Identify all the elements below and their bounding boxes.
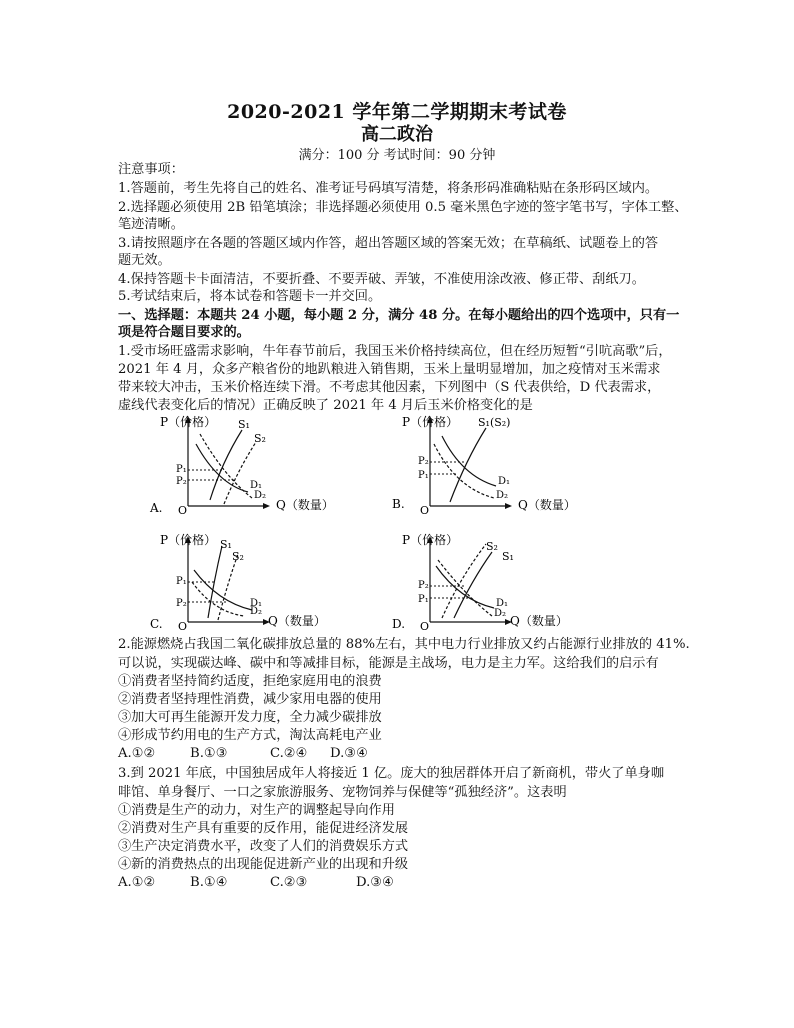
graph-c-d1: D₁: [250, 598, 263, 609]
graph-b-ylabel: P（价格）: [402, 415, 459, 429]
graph-c-xlabel: Q（数量）: [268, 614, 326, 628]
q3-choice: ④新的消费热点的出现能促进新产业的出现和升级: [118, 857, 409, 872]
q2-option-c[interactable]: C.②④: [270, 746, 308, 761]
graph-c-s1: S₁: [220, 538, 232, 551]
q2-choice: ①消费者坚持简约适度，拒绝家庭用电的浪费: [118, 674, 382, 689]
graph-b-svg: [390, 414, 610, 524]
graph-a-s1: S₁: [238, 418, 250, 431]
exam-title: 2020-2021 学年第二学期期末考试卷: [227, 101, 567, 123]
graph-c-origin: O: [178, 620, 188, 633]
q1-text: 1.受市场旺盛需求影响，牛年春节前后，我国玉米价格持续高位，但在经历短暂“引吭高歌”后，: [118, 344, 672, 359]
q2-option-d[interactable]: D.③④: [330, 746, 368, 761]
note-line: 题无效。: [118, 253, 171, 268]
notes-heading: 注意事项：: [118, 162, 184, 177]
graph-b-xlabel: Q（数量）: [518, 498, 576, 512]
graph-a-d2: D₂: [254, 490, 267, 501]
graph-b-s1: S₁(S₂): [478, 416, 511, 429]
q2-option-a[interactable]: A.①②: [118, 746, 156, 761]
graph-a-p-top: P₁: [176, 464, 187, 475]
q2-text: 可以说，实现碳达峰、碳中和等减排目标，能源是主战场，电力是主力军。这给我们的启示有: [118, 656, 659, 671]
q2-option-b[interactable]: B.①③: [190, 746, 228, 761]
graph-a-p-bot: P₂: [176, 476, 187, 487]
graph-c-svg: [148, 530, 368, 640]
q2-text: 2.能源燃烧占我国二氧化碳排放总量的 88%左右，其中电力行业排放又约占能源行业排放的 41%.: [118, 637, 690, 652]
note-line: 2.选择题必须使用 2B 铅笔填涂；非选择题必须使用 0.5 毫米黑色字迹的签字笔书写，字体工整、: [118, 200, 688, 215]
q3-option-c[interactable]: C.②③: [270, 875, 308, 890]
note-line: 3.请按照题序在各题的答题区域内作答，超出答题区域的答案无效；在草稿纸、试题卷上的答: [118, 236, 659, 251]
graph-d-xlabel: Q（数量）: [510, 614, 568, 628]
graph-d-s1: S₁: [502, 550, 514, 563]
note-line: 4.保持答题卡卡面清洁，不要折叠、不要弄破、弄皱，不准使用涂改液、修正带、刮纸刀。: [118, 272, 645, 287]
graph-d-svg: [390, 530, 610, 640]
graph-d-option: D.: [392, 617, 406, 631]
q2-choice: ③加大可再生能源开发力度，全力减少碳排放: [118, 710, 382, 725]
q3-choice: ①消费是生产的动力，对生产的调整起导向作用: [118, 803, 395, 818]
graph-b-option: B.: [392, 497, 405, 511]
q1-graph-a: [148, 414, 368, 524]
graph-d-p-top: P₂: [418, 580, 429, 591]
q3-text: 3.到 2021 年底，中国独居成年人将接近 1 亿。庞大的独居群体开启了新商机，带火了单身咖: [118, 766, 665, 781]
graph-d-d1: D₁: [496, 598, 509, 609]
section-heading: 一、选择题：本题共 24 小题，每小题 2 分，满分 48 分。在每小题给出的四个选项中，只有一: [118, 308, 680, 323]
exam-subject: 高二政治: [361, 124, 433, 145]
graph-c-p-bot: P₂: [176, 598, 187, 609]
graph-a-xlabel: Q（数量）: [276, 498, 334, 512]
graph-d-d2: D₂: [494, 608, 507, 619]
graph-a-s2: S₂: [254, 432, 266, 445]
graph-b-d2: D₂: [496, 490, 509, 501]
graph-c-d2: D₂: [250, 606, 263, 617]
q2-options: [118, 745, 390, 763]
q3-options: [118, 874, 416, 892]
graph-b-origin: O: [420, 504, 430, 517]
graph-d-origin: O: [420, 620, 430, 633]
graph-d-p-bot: P₁: [418, 594, 429, 605]
graph-a-ylabel: P（价格）: [160, 415, 217, 429]
q2-choice: ②消费者坚持理性消费，减少家用电器的使用: [118, 692, 382, 707]
q1-graph-b: [390, 414, 610, 524]
graph-d-ylabel: P（价格）: [402, 533, 459, 547]
graph-a-svg: [148, 414, 368, 524]
q3-choice: ②消费对生产具有重要的反作用，能促进经济发展: [118, 821, 409, 836]
q3-choice: ③生产决定消费水平，改变了人们的消费娱乐方式: [118, 839, 409, 854]
graph-c-option: C.: [150, 617, 163, 631]
q3-text: 啡馆、单身餐厅、一口之家旅游服务、宠物饲养与保健等“孤独经济”。这表明: [118, 785, 567, 800]
graph-c-ylabel: P（价格）: [160, 533, 217, 547]
q1-text: 虚线代表变化后的情况）正确反映了 2021 年 4 月后玉米价格变化的是: [118, 398, 533, 413]
q1-text: 带来较大冲击，玉米价格连续下滑。不考虑其他因素，下列图中（S 代表供给，D 代表需求，: [118, 380, 661, 395]
graph-b-p-bot: P₁: [418, 470, 429, 481]
q1-graph-d: [390, 530, 610, 640]
graph-c-p-top: P₁: [176, 576, 187, 587]
q3-option-b[interactable]: B.①④: [190, 875, 228, 890]
note-line: 1.答题前，考生先将自己的姓名、准考证号码填写清楚，将条形码准确粘贴在条形码区域内。: [118, 181, 659, 196]
graph-c-s2: S₂: [232, 550, 244, 563]
section-heading-cont: 项是符合题目要求的。: [118, 325, 250, 340]
q3-option-a[interactable]: A.①②: [118, 875, 156, 890]
graph-a-option: A.: [150, 501, 163, 515]
graph-b-p-top: P₂: [418, 456, 429, 467]
graph-b-d1: D₁: [498, 476, 511, 487]
q1-graph-c: [148, 530, 368, 640]
graph-a-d1: D₁: [250, 480, 263, 491]
note-line: 笔迹清晰。: [118, 217, 184, 232]
exam-meta: 满分：100 分 考试时间：90 分钟: [298, 148, 496, 163]
note-line: 5.考试结束后，将本试卷和答题卡一并交回。: [118, 289, 382, 304]
q2-choice: ④形成节约用电的生产方式，淘汰高耗电产业: [118, 728, 382, 743]
q1-text: 2021 年 4 月，众多产粮省份的地趴粮进入销售期，玉米上量明显增加，加之疫情对玉米需求: [118, 362, 661, 377]
graph-d-s2: S₂: [486, 540, 498, 553]
graph-a-origin: O: [178, 504, 188, 517]
q3-option-d[interactable]: D.③④: [356, 875, 394, 890]
